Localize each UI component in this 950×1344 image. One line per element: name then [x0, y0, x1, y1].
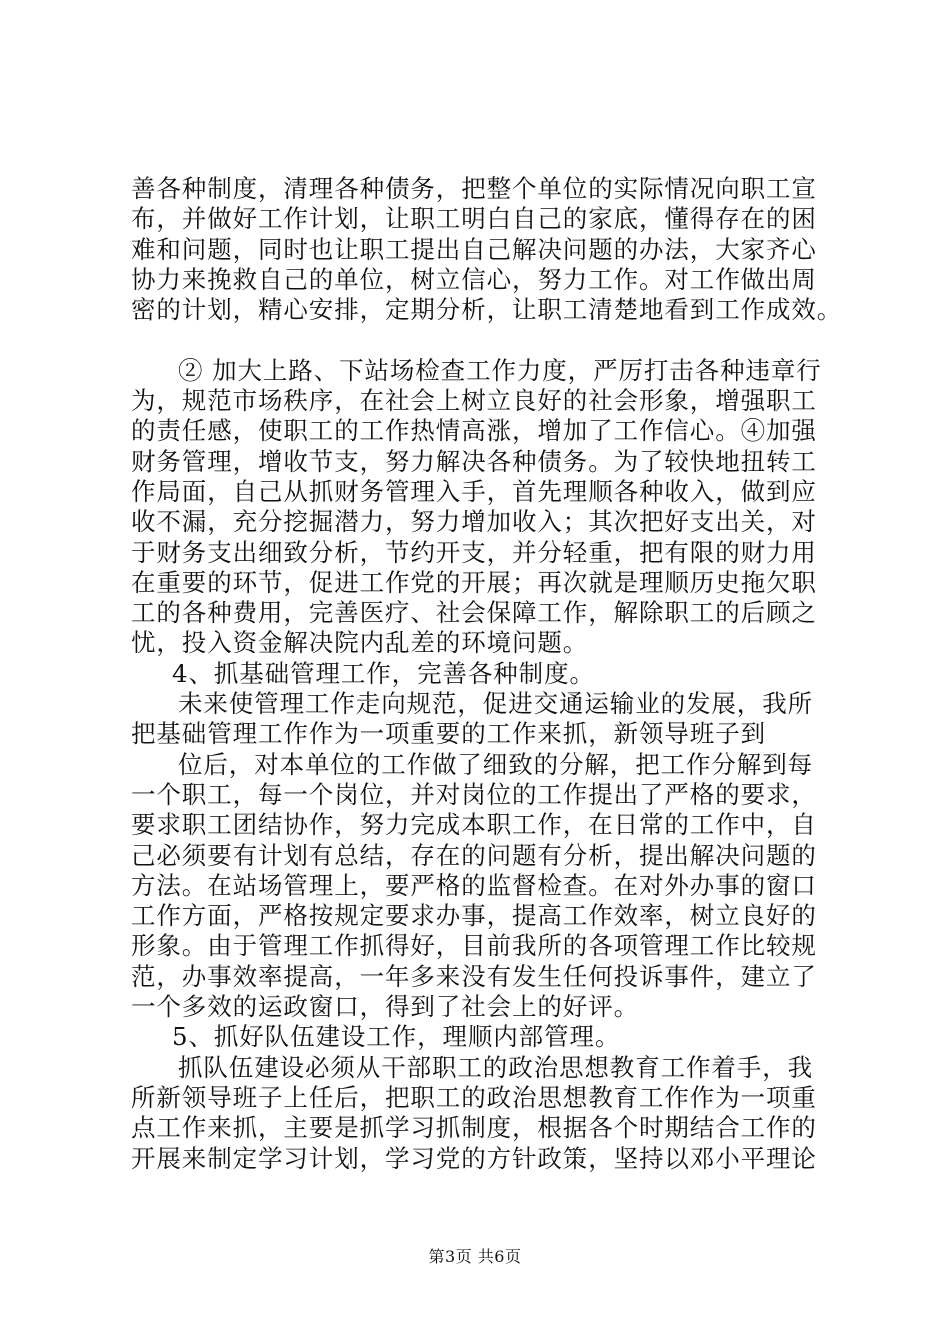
text-line: 一个职工，每一个岗位，并对岗位的工作提出了严格的要求，: [131, 779, 817, 809]
text-line: 一个多效的运政窗口，得到了社会上的好评。: [131, 992, 639, 1022]
text-line: 忧，投入资金解决院内乱差的环境问题。: [131, 628, 589, 658]
text-line: 难和问题，同时也让职工提出自己解决问题的办法，大家齐心: [131, 234, 817, 264]
text-line: 位后，对本单位的工作做了细致的分解，把工作分解到每: [178, 749, 813, 779]
text-line: 未来使管理工作走向规范，促进交通运输业的发展，我所: [178, 689, 813, 719]
text-line: 在重要的环节，促进工作党的开展；再次就是理顺历史拖欠职: [131, 567, 817, 597]
text-line: 收不漏，充分挖掘潜力，努力增加收入；其次把好支出关，对: [131, 507, 817, 537]
text-line: 密的计划，精心安排，定期分析，让职工清楚地看到工作成效。: [131, 295, 843, 325]
text-line: 为，规范市场秩序，在社会上树立良好的社会形象，增强职工: [131, 386, 817, 416]
text-line: 抓队伍建设必须从干部职工的政治思想教育工作着手，我: [178, 1052, 813, 1082]
text-line: 开展来制定学习计划，学习党的方针政策，坚持以邓小平理论: [131, 1143, 817, 1173]
text-line: 方法。在站场管理上，要严格的监督检查。在对外办事的窗口: [131, 870, 817, 900]
text-line: 范，办事效率提高，一年多来没有发生任何投诉事件，建立了: [131, 961, 817, 991]
text-line: 善各种制度，清理各种债务，把整个单位的实际情况向职工宣: [131, 174, 817, 203]
text-line: 协力来挽救自己的单位，树立信心，努力工作。对工作做出周: [131, 264, 817, 294]
page-number: 第3页 共6页: [428, 1247, 522, 1266]
text-line: 点工作来抓，主要是抓学习抓制度，根据各个时期结合工作的: [131, 1113, 817, 1143]
text-line: 要求职工团结协作，努力完成本职工作，在日常的工作中，自: [131, 810, 817, 840]
text-line: 把基础管理工作作为一项重要的工作来抓，新领导班子到: [131, 719, 766, 749]
text-line: 的责任感，使职工的工作热情高涨，增加了工作信心。④加强: [131, 416, 817, 446]
text-line: 形象。由于管理工作抓得好，目前我所的各项管理工作比较规: [131, 931, 817, 961]
body-text: [131, 174, 871, 1174]
text-line: 布，并做好工作计划，让职工明白自己的家底，懂得存在的困: [131, 204, 817, 234]
text-line: 于财务支出细致分析，节约开支，并分轻重，把有限的财力用: [131, 537, 817, 567]
text-line: 工的各种费用，完善医疗、社会保障工作，解除职工的后顾之: [131, 598, 817, 628]
text-line: 己必须要有计划有总结，存在的问题有分析，提出解决问题的: [131, 840, 817, 870]
text-line: 财务管理，增收节支，努力解决各种债务。为了较快地扭转工: [131, 446, 817, 476]
section-heading: 4、抓基础管理工作，完善各种制度。: [172, 658, 595, 688]
paragraph-gap: [131, 325, 871, 355]
text-line: 所新领导班子上任后，把职工的政治思想教育工作作为一项重: [131, 1082, 817, 1112]
text-line: ② 加大上路、下站场检查工作力度，严厉打击各种违章行: [178, 355, 822, 385]
text-line: 作局面，自己从抓财务管理入手，首先理顺各种收入，做到应: [131, 476, 817, 506]
text-line: 工作方面，严格按规定要求办事，提高工作效率，树立良好的: [131, 901, 817, 931]
section-heading: 5、抓好队伍建设工作，理顺内部管理。: [172, 1022, 621, 1052]
